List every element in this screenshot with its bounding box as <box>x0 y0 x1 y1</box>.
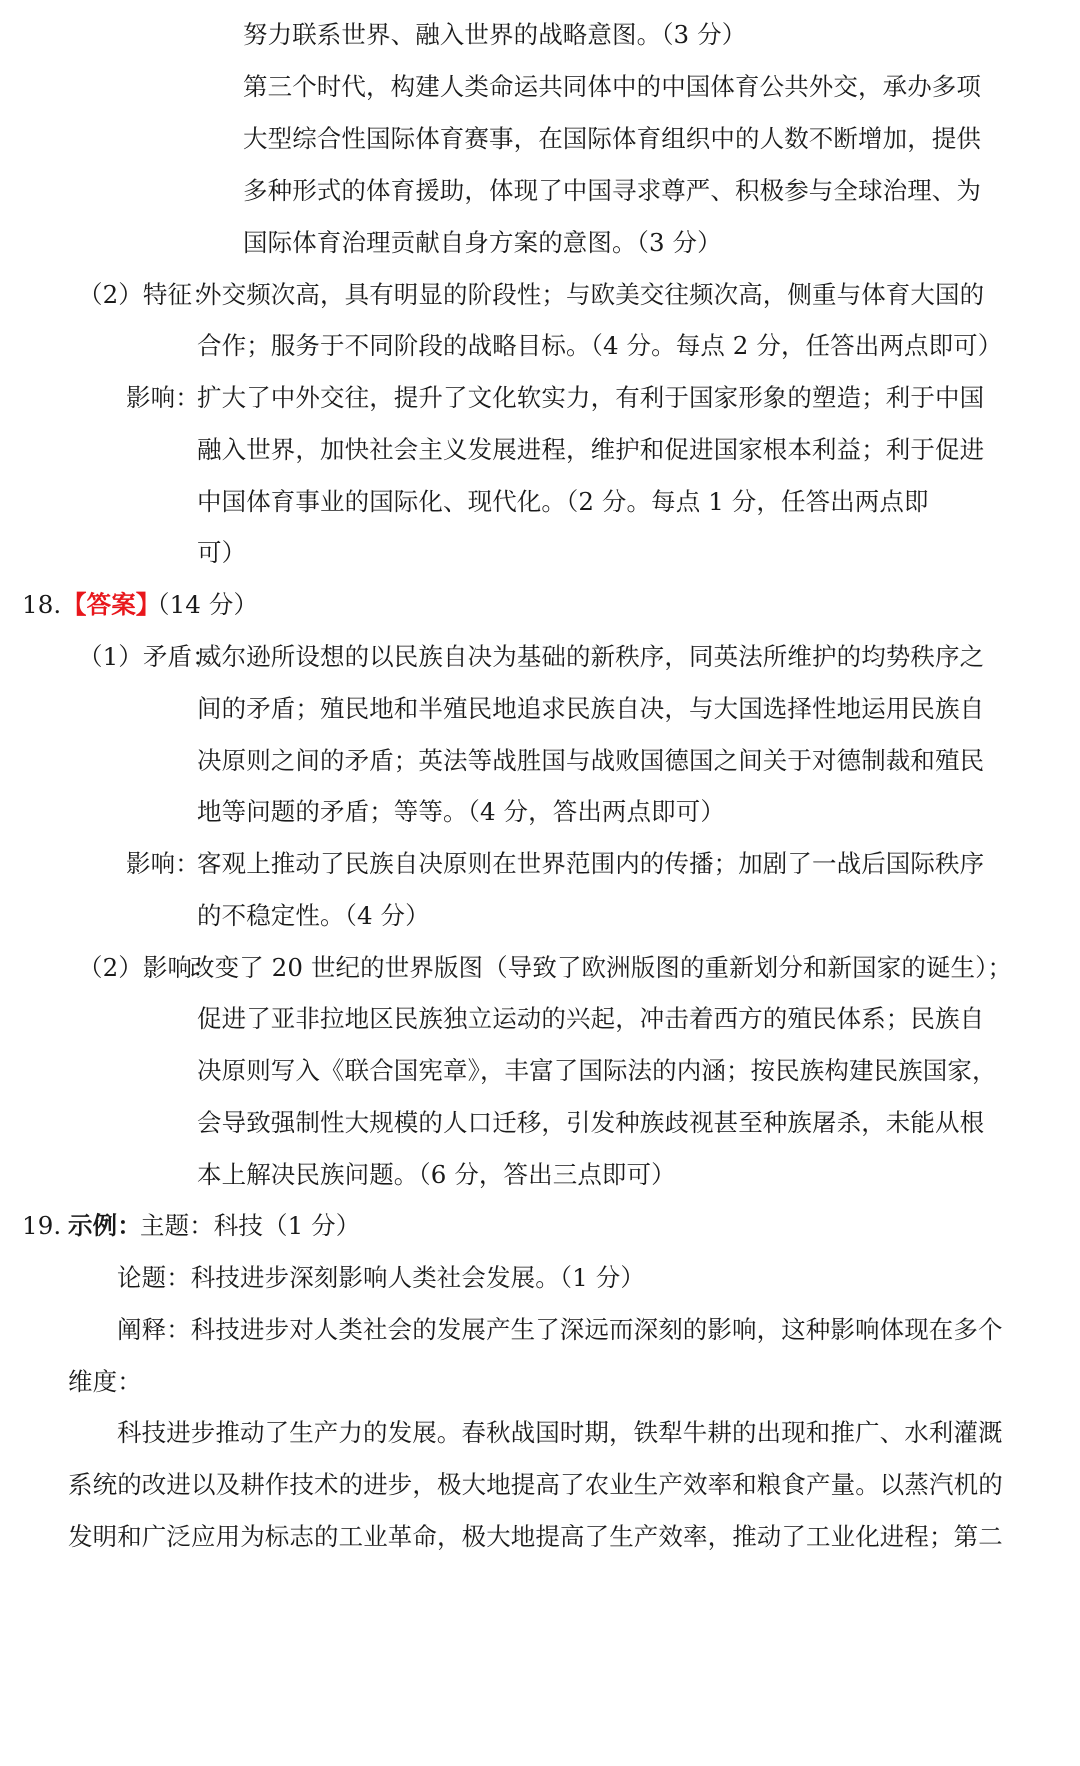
impact-text: 改变了 20 世纪的世界版图（导致了欧洲版图的重新划分和新国家的诞生）； <box>190 953 1013 982</box>
q19-line <box>0 1465 1080 1505</box>
impact-text: 会导致强制性大规模的人口迁移，引发种族歧视甚至种族屠杀，未能从根 <box>197 1108 985 1137</box>
q18-line <box>0 844 1080 884</box>
theme-text: 主题：科技（1 分） <box>140 1211 361 1240</box>
q18-line <box>0 792 1080 832</box>
contradiction-text: 间的矛盾；殖民地和半殖民地追求民族自决，与大国选择性地运用民族自 <box>197 694 985 723</box>
q17-line <box>0 119 1080 159</box>
feature-lead: （2）特征： <box>78 280 217 309</box>
era3-text: 第三个时代，构建人类命运共同体中的中国体育公共外交，承办多项 <box>243 72 981 101</box>
contradiction-text: 威尔逊所设想的以民族自决为基础的新秩序，同英法所维护的均势秩序之 <box>197 642 985 671</box>
impact-text: 融入世界，加快社会主义发展进程，维护和促进国家根本利益；利于促进 <box>197 435 985 464</box>
impact-text: 决原则写入《联合国宪章》，丰富了国际法的内涵；按民族构建民族国家， <box>197 1056 997 1085</box>
era3-text: 大型综合性国际体育赛事，在国际体育组织中的人数不断增加，提供 <box>243 124 981 153</box>
impact-text: 促进了亚非拉地区民族独立运动的兴起，冲击着西方的殖民体系；民族自 <box>197 1004 985 1033</box>
impact-text: 本上解决民族问题。（6 分，答出三点即可） <box>197 1160 676 1189</box>
contradiction-text: 决原则之间的矛盾；英法等战胜国与战败国德国之间关于对德制裁和殖民 <box>197 746 985 775</box>
q19-line <box>0 1517 1080 1557</box>
feature-text: 外交频次高，具有明显的阶段性；与欧美交往频次高，侧重与体育大国的 <box>197 280 985 309</box>
explain-text: 阐释：科技进步对人类社会的发展产生了深远而深刻的影响，这种影响体现在多个 <box>117 1315 1003 1344</box>
question-number: 19. <box>22 1211 62 1240</box>
q18-line <box>0 1155 1080 1195</box>
impact-lead: （2）影响： <box>78 953 217 982</box>
q18-line <box>0 948 1080 988</box>
contradiction-lead: （1）矛盾： <box>78 642 217 671</box>
q18-line <box>0 999 1080 1039</box>
q19-line <box>0 1413 1080 1453</box>
q19-line <box>0 1362 1080 1402</box>
q18-line <box>0 741 1080 781</box>
q19-line <box>0 1258 1080 1298</box>
feature-text: 合作；服务于不同阶段的战略目标。（4 分。每点 2 分，任答出两点即可） <box>197 331 1003 360</box>
q17-line <box>0 326 1080 366</box>
impact-text: 的不稳定性。（4 分） <box>197 901 430 930</box>
impact-text: 中国体育事业的国际化、现代化。（2 分。每点 1 分，任答出两点即 <box>197 487 929 516</box>
impact-lead: 影响： <box>126 849 200 878</box>
q17-line <box>0 275 1080 315</box>
q18-header <box>0 585 1080 625</box>
score-label: （14 分） <box>145 590 259 619</box>
q17-line <box>0 67 1080 107</box>
paragraph-text: 发明和广泛应用为标志的工业革命，极大地提高了生产效率，推动了工业化进程；第二 <box>68 1522 1003 1551</box>
era3-text: 国际体育治理贡献自身方案的意图。（3 分） <box>243 228 722 257</box>
q18-line <box>0 637 1080 677</box>
contradiction-text: 地等问题的矛盾；等等。（4 分，答出两点即可） <box>197 797 725 826</box>
impact-text: 扩大了中外交往，提升了文化软实力，有利于国家形象的塑造；利于中国 <box>197 383 985 412</box>
example-label: 示例： <box>68 1211 142 1240</box>
paragraph-text: 系统的改进以及耕作技术的进步，极大地提高了农业生产效率和粮食产量。以蒸汽机的 <box>68 1470 1003 1499</box>
q18-line <box>0 1051 1080 1091</box>
q18-line <box>0 1103 1080 1143</box>
q18-line <box>0 689 1080 729</box>
impact-text: 客观上推动了民族自决原则在世界范围内的传播；加剧了一战后国际秩序 <box>197 849 985 878</box>
impact-text: 可） <box>197 538 247 567</box>
q17-part1-end-text: 努力联系世界、融入世界的战略意图。（3 分） <box>243 20 747 49</box>
q17-line <box>0 15 1080 55</box>
q17-line <box>0 223 1080 263</box>
q17-line <box>0 533 1080 573</box>
q17-line <box>0 430 1080 470</box>
q17-line <box>0 378 1080 418</box>
era3-text: 多种形式的体育援助，体现了中国寻求尊严、积极参与全球治理、为 <box>243 176 981 205</box>
q17-line <box>0 171 1080 211</box>
explain-text: 维度： <box>68 1367 142 1396</box>
answer-tag: 【答案】 <box>62 590 161 619</box>
paragraph-text: 科技进步推动了生产力的发展。春秋战国时期，铁犁牛耕的出现和推广、水利灌溉 <box>117 1418 1003 1447</box>
q19-line <box>0 1310 1080 1350</box>
impact-lead: 影响： <box>126 383 200 412</box>
q19-header <box>0 1206 1080 1246</box>
q17-line <box>0 482 1080 522</box>
q18-line <box>0 896 1080 936</box>
question-number: 18. <box>22 590 62 619</box>
thesis-text: 论题：科技进步深刻影响人类社会发展。（1 分） <box>117 1263 645 1292</box>
